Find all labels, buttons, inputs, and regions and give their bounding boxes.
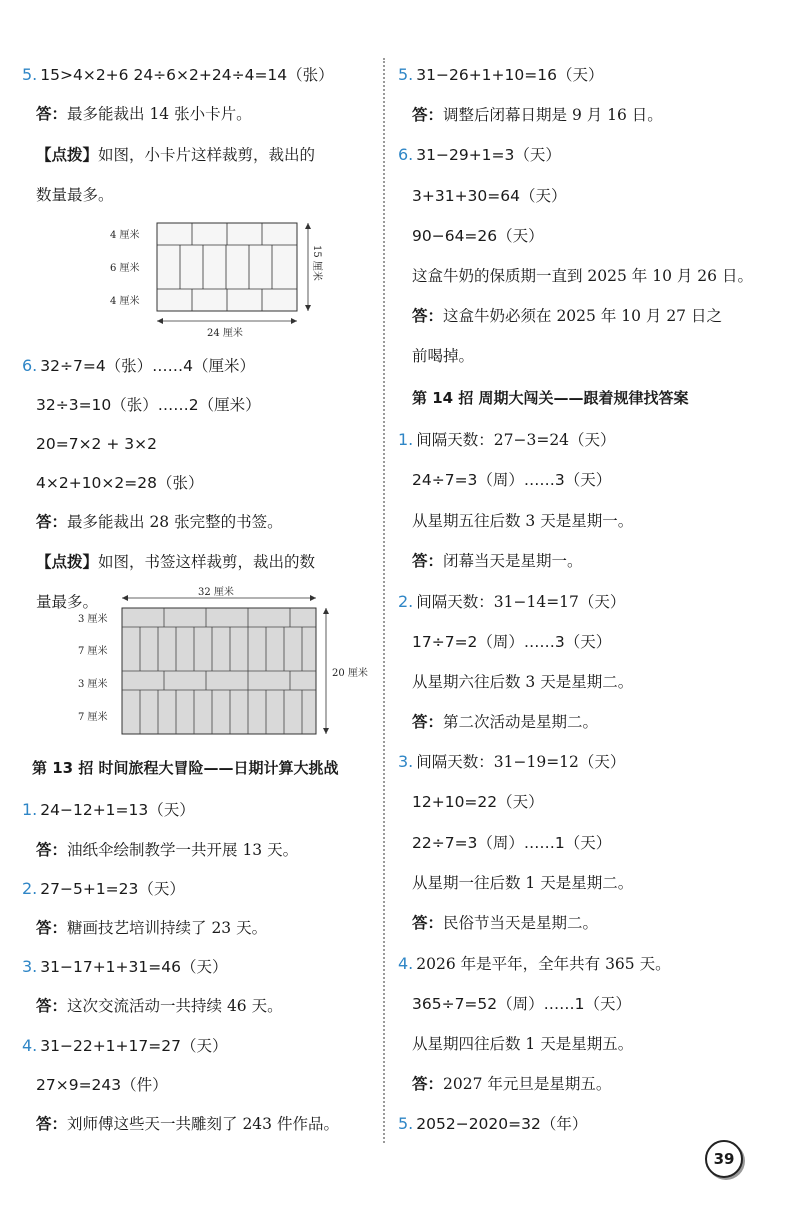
left-q6-tip [36, 552, 315, 572]
right-q6-line4: 这盒牛奶的保质期一直到 2025 年 10 月 26 日。 [412, 267, 753, 285]
question-number: 1. [22, 800, 38, 819]
s14-q1 [398, 430, 616, 450]
section-13-title: 第 13 招 时间旅程大冒险——日期计算大挑战 [32, 759, 339, 777]
answer-label: 答： [412, 713, 444, 731]
answer-label: 答： [412, 307, 444, 325]
tip-text: 如图，书签这样裁剪，裁出的数 [98, 553, 316, 571]
s13-q2-answer [36, 918, 267, 938]
row-label-1: 4 厘米 [110, 230, 140, 241]
s14-q2-line3: 从星期六往后数 3 天是星期二。 [412, 673, 634, 691]
s14-q2 [398, 592, 625, 612]
left-q6 [22, 356, 255, 376]
question-number: 1. [398, 430, 414, 449]
left-q5-answer [36, 104, 252, 124]
row-label-4: 7 厘米 [78, 712, 108, 723]
answer-text: 2027 年元旦是星期五。 [443, 1075, 612, 1093]
equation: 32÷7=4（张）……4（厘米） [40, 357, 256, 375]
s14-q3 [398, 752, 625, 772]
s14-q5 [398, 1114, 587, 1134]
s14-q1-answer [412, 551, 583, 571]
answer-text: 这盒牛奶必须在 2025 年 10 月 27 日之 [443, 307, 722, 325]
equation: 31−17+1+31=46（天） [40, 958, 228, 976]
answer-label: 答： [36, 105, 68, 123]
section-14-title: 第 14 招 周期大闯关——跟着规律找答案 [412, 389, 689, 407]
answer-text: 第二次活动是星期二。 [443, 713, 599, 731]
answer-text: 这次交流活动一共持续 46 天。 [67, 997, 283, 1015]
question-number: 4. [22, 1036, 38, 1055]
column-divider [383, 58, 385, 1143]
question-number: 6. [22, 356, 38, 375]
question-number: 3. [22, 957, 38, 976]
row-label-3: 3 厘米 [78, 679, 108, 690]
answer-label: 答： [36, 997, 68, 1015]
equation: 间隔天数：31−19=12（天） [416, 753, 626, 771]
s13-q1 [22, 800, 195, 820]
answer-label: 答： [36, 1115, 68, 1133]
equation: 间隔天数：31−14=17（天） [416, 593, 626, 611]
row-label-2: 6 厘米 [110, 263, 140, 274]
row-label-3: 4 厘米 [110, 296, 140, 307]
answer-text: 最多能裁出 14 张小卡片。 [67, 105, 252, 123]
answer-text: 糖画技艺培训持续了 23 天。 [67, 919, 268, 937]
left-q5-tip [36, 145, 315, 165]
right-q5-answer [412, 105, 663, 125]
question-number: 2. [22, 879, 38, 898]
equation: 31−26+1+10=16（天） [416, 66, 604, 84]
right-q5 [398, 65, 603, 85]
s14-q3-answer [412, 913, 598, 933]
s14-q1-line3: 从星期五往后数 3 天是星期一。 [412, 512, 634, 530]
tip-label: 【点拨】 [36, 146, 99, 164]
s14-q2-answer [412, 712, 598, 732]
question-number: 4. [398, 954, 414, 973]
question-number: 3. [398, 752, 414, 771]
answer-label: 答： [412, 1075, 444, 1093]
s13-q2 [22, 879, 185, 899]
width-label: 32 厘米 [198, 587, 234, 598]
answer-label: 答： [412, 106, 444, 124]
answer-text: 调整后闭幕日期是 9 月 16 日。 [443, 106, 663, 124]
left-q6-line4: 4×2+10×2=28（张） [36, 474, 204, 492]
right-q6 [398, 145, 561, 165]
s14-q1-line2: 24÷7=3（周）……3（天） [412, 471, 612, 489]
question-number: 5. [22, 65, 38, 84]
left-q6-line2: 32÷3=10（张）……2（厘米） [36, 396, 261, 414]
equation: 2026 年是平年，全年共有 365 天。 [416, 955, 671, 973]
answer-label: 答： [412, 914, 444, 932]
right-q6-answer-line2: 前喝掉。 [412, 347, 475, 365]
s14-q4-line2: 365÷7=52（周）……1（天） [412, 995, 632, 1013]
s14-q3-line3: 22÷7=3（周）……1（天） [412, 834, 612, 852]
s13-q3 [22, 957, 227, 977]
question-number: 5. [398, 1114, 414, 1133]
answer-text: 民俗节当天是星期二。 [443, 914, 599, 932]
s14-q4-line3: 从星期四往后数 1 天是星期五。 [412, 1035, 634, 1053]
left-q5-tip-line2: 数量最多。 [36, 186, 114, 204]
card-cutting-figure [82, 217, 342, 342]
s13-q4-answer [36, 1114, 339, 1134]
answer-text: 刘师傅这些天一共雕刻了 243 件作品。 [67, 1115, 339, 1133]
question-number: 6. [398, 145, 414, 164]
equation: 15>4×2+6 24÷6×2+24÷4=14（张） [40, 66, 334, 84]
equation: 31−29+1=3（天） [416, 146, 561, 164]
equation: 27−5+1=23（天） [40, 880, 185, 898]
right-q6-line2: 3+31+30=64（天） [412, 187, 567, 205]
row-label-1: 3 厘米 [78, 614, 108, 625]
row-label-2: 7 厘米 [78, 646, 108, 657]
question-number: 5. [398, 65, 414, 84]
tip-text: 如图，小卡片这样裁剪，裁出的 [98, 146, 316, 164]
answer-text: 闭幕当天是星期一。 [443, 552, 583, 570]
left-q5 [22, 65, 334, 85]
s14-q2-line2: 17÷7=2（周）……3（天） [412, 633, 612, 651]
question-number: 2. [398, 592, 414, 611]
tip-label: 【点拨】 [36, 553, 99, 571]
left-q6-line3: 20=7×2 + 3×2 [36, 435, 157, 453]
width-label: 24 厘米 [207, 328, 243, 339]
equation: 24−12+1=13（天） [40, 801, 195, 819]
left-q6-answer [36, 512, 283, 532]
answer-label: 答： [36, 513, 68, 531]
s13-q4-line2: 27×9=243（件） [36, 1076, 168, 1094]
left-q6-tip-line2: 量最多。 [36, 593, 99, 611]
answer-label: 答： [36, 841, 68, 859]
height-label: 15 厘米 [311, 245, 322, 281]
bookmark-cutting-figure [70, 586, 380, 738]
page-number: 39 [705, 1140, 743, 1178]
answer-text: 油纸伞绘制教学一共开展 13 天。 [67, 841, 299, 859]
answer-text: 最多能裁出 28 张完整的书签。 [67, 513, 283, 531]
right-q6-answer [412, 306, 722, 326]
answer-label: 答： [412, 552, 444, 570]
s14-q3-line4: 从星期一往后数 1 天是星期二。 [412, 874, 634, 892]
height-label: 20 厘米 [332, 668, 368, 679]
equation: 间隔天数：27−3=24（天） [416, 431, 616, 449]
s13-q3-answer [36, 996, 283, 1016]
equation: 31−22+1+17=27（天） [40, 1037, 228, 1055]
s13-q1-answer [36, 840, 298, 860]
answer-label: 答： [36, 919, 68, 937]
s14-q4-answer [412, 1074, 611, 1094]
s14-q3-line2: 12+10=22（天） [412, 793, 544, 811]
s13-q4 [22, 1036, 227, 1056]
s14-q4 [398, 954, 671, 974]
equation: 2052−2020=32（年） [416, 1115, 588, 1133]
right-q6-line3: 90−64=26（天） [412, 227, 544, 245]
